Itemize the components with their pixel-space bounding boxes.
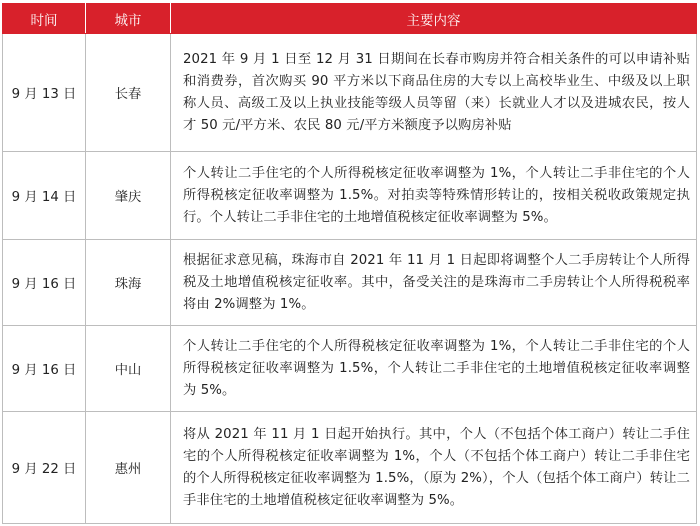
table-row <box>3 412 697 524</box>
content-cell: 个人转让二手住宅的个人所得税核定征收率调整为 1%，个人转让二手非住宅的个人所得税核定征收率调整为 1.5%。对拍卖等特殊情形转让的，按相关税收政策规定执行。个人转让二手非住宅的土地增值税核定征收率调整为 5%。 <box>171 152 697 240</box>
date-cell: 9 月 13 日 <box>3 34 86 152</box>
date-cell: 9 月 22 日 <box>3 412 86 524</box>
table-row <box>3 152 697 240</box>
date-cell: 9 月 16 日 <box>3 326 86 412</box>
header-city: 城市 <box>86 4 171 34</box>
content-cell: 个人转让二手住宅的个人所得税核定征收率调整为 1%，个人转让二手非住宅的个人所得税核定征收率调整为 1.5%，个人转让二手非住宅的土地增值税核定征收率调整为 5%。 <box>171 326 697 412</box>
date-cell: 9 月 16 日 <box>3 240 86 326</box>
header-row <box>3 4 697 34</box>
header-time: 时间 <box>3 4 86 34</box>
policy-table <box>2 3 697 524</box>
content-cell: 2021 年 9 月 1 日至 12 月 31 日期间在长春市购房并符合相关条件的可以申请补贴和消费券，首次购买 90 平方米以下商品住房的大专以上高校毕业生、中级及以上职称人员、高级工及以上执业技能等级人员等留（来）长就业人才以及进城农民，按人才 50 元/平方米、农民 80 元/平方米额度予以购房补贴 <box>171 34 697 152</box>
content-cell: 将从 2021 年 11 月 1 日起开始执行。其中，个人（不包括个体工商户）转让二手住宅的个人所得税核定征收率调整为 1%，个人（不包括个体工商户）转让二手非住宅的个人所得税核定征收率调整为 1.5%，（原为 2%），个人（包括个体工商户）转让二手非住宅的土地增值税核定征收率调整为 5%。 <box>171 412 697 524</box>
city-cell: 长春 <box>86 34 171 152</box>
content-cell: 根据征求意见稿，珠海市自 2021 年 11 月 1 日起即将调整个人二手房转让个人所得税及土地增值税核定征收率。其中，备受关注的是珠海市二手房转让个人所得税税率将由 2%调整为 1%。 <box>171 240 697 326</box>
date-cell: 9 月 14 日 <box>3 152 86 240</box>
city-cell: 珠海 <box>86 240 171 326</box>
table-row <box>3 34 697 152</box>
header-content: 主要内容 <box>171 4 697 34</box>
table-row <box>3 240 697 326</box>
city-cell: 肇庆 <box>86 152 171 240</box>
city-cell: 中山 <box>86 326 171 412</box>
table-row <box>3 326 697 412</box>
city-cell: 惠州 <box>86 412 171 524</box>
